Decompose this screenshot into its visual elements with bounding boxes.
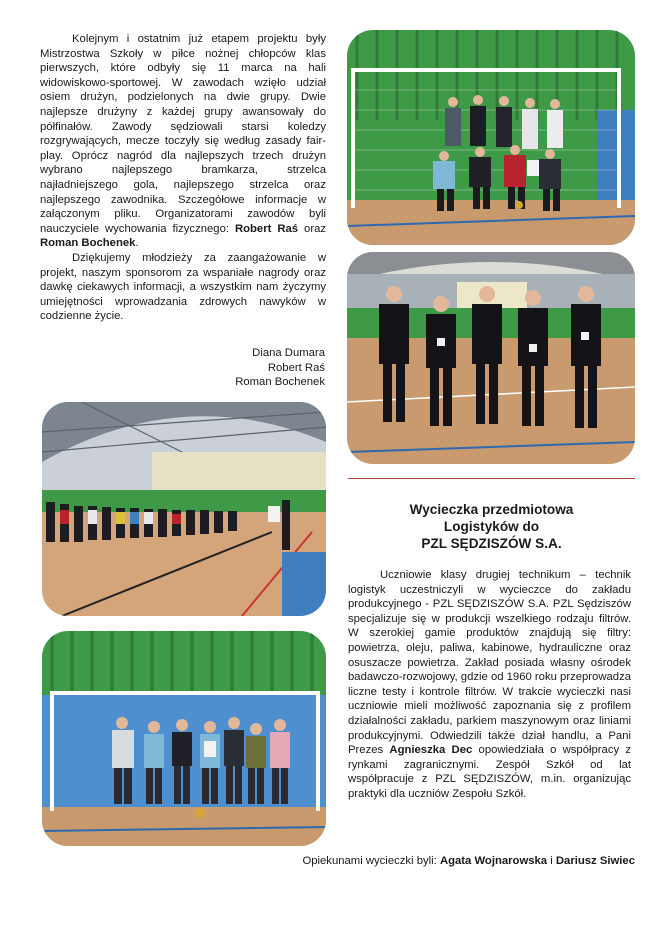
photo-referees bbox=[347, 252, 635, 464]
president-name: Agnieszka Dec bbox=[389, 744, 473, 757]
caretaker-name-2: Dariusz Siwiec bbox=[555, 855, 635, 867]
signature-name: Diana Dumara bbox=[252, 347, 325, 359]
signature-name: Roman Bochenek bbox=[235, 376, 325, 389]
signature-name: Robert Raś bbox=[267, 361, 325, 374]
article-football-paragraph-1: Kolejnym i ostatnim już etapem projektu były Mistrzostwa Szkoły w piłce nożnej chłopców klas pierwszych, które odbyły się 11 marca na hali widowiskowo-sportowej. W zawodach wzięło udział osiem drużyn, podzielonych na dwie grupy. Dwie najlepsze drużyny z każdej grupy awansowały do półfinałów. Zawody sędziowali starsi koledzy rozgrywających, mecze toczyły się według zasady fair-play. Oprócz nagród dla najlepszych trzech drużyn wybrano najlepszego bramkarza, strzelca najładniejszego gola, najlepszego strzelca oraz najlepszego zawodnika. Szczegółowe informacje w załączonym pliku. Organizatorami zawodów byli nauczyciele wychowania fizycznego: Robert Raś oraz Roman Bochenek. bbox=[40, 33, 327, 250]
trip-title-line: Wycieczka przedmiotowa bbox=[409, 502, 574, 517]
photo-team-with-diploma bbox=[42, 631, 326, 846]
trip-title-line: PZL SĘDZISZÓW S.A. bbox=[421, 536, 562, 551]
section-divider bbox=[348, 478, 635, 479]
signatures bbox=[235, 346, 325, 390]
trip-title-line: Logistyków do bbox=[443, 519, 540, 534]
trip-caretakers: Opiekunami wycieczki byli: Agata Wojnarowska i Dariusz Siwiec bbox=[302, 855, 635, 867]
article-trip-paragraph: Uczniowie klasy drugiej technikum – technik logistyk uczestniczyli w wycieczce do zakładu produkcyjnego - PZL SĘDZISZÓW S.A. PZL Sędziszów specjalizuje się w produkcji wszelkiego rodzaju filtrów. W szerokiej gamie produktów znajdują się filtry: powietrza, oleju, paliwa, kabinowe, hydrauliczne oraz osuszacze powietrza. Zakład posiada własny ośrodek badawczo-rozwojowy, gdzie od 1960 roku przeprowadza liczne testy i kontrole filtrów. W trakcie wycieczki nasi uczniowie mieli możliwość zapoznania się z profilem działalności zakładu, parkiem maszynowym oraz liniami produkcyjnymi. Odwiedzili także dział handlu, a Pani Prezes Agnieszka Dec opowiedziała o współpracy z rynkami zagranicznymi. Zespół Szkół od lat współpracuje z PZL SĘDZISZÓW, m.in. organizując praktyki dla uczniów Zespołu Szkół. bbox=[348, 569, 632, 800]
photo-hall-lineup bbox=[42, 402, 326, 616]
article-football-paragraph-2: Dziękujemy młodzieży za zaangażowanie w projekt, naszym sponsorom za wspaniałe nagrody oraz dawkę ciekawych informacji, a wszystkim nam życzymy umiejętności wprowadzania zdrowych nawyków w codzienne życie. bbox=[40, 251, 326, 323]
caretaker-name-1: Agata Wojnarowska bbox=[439, 855, 548, 867]
article-football-text bbox=[40, 32, 326, 324]
article-trip-text bbox=[348, 568, 631, 802]
photo-team-at-goal bbox=[347, 30, 635, 245]
teacher-name-2: Roman Bochenek bbox=[40, 237, 136, 250]
trip-article-title bbox=[348, 501, 635, 552]
teacher-name-1: Robert Raś bbox=[234, 222, 299, 235]
